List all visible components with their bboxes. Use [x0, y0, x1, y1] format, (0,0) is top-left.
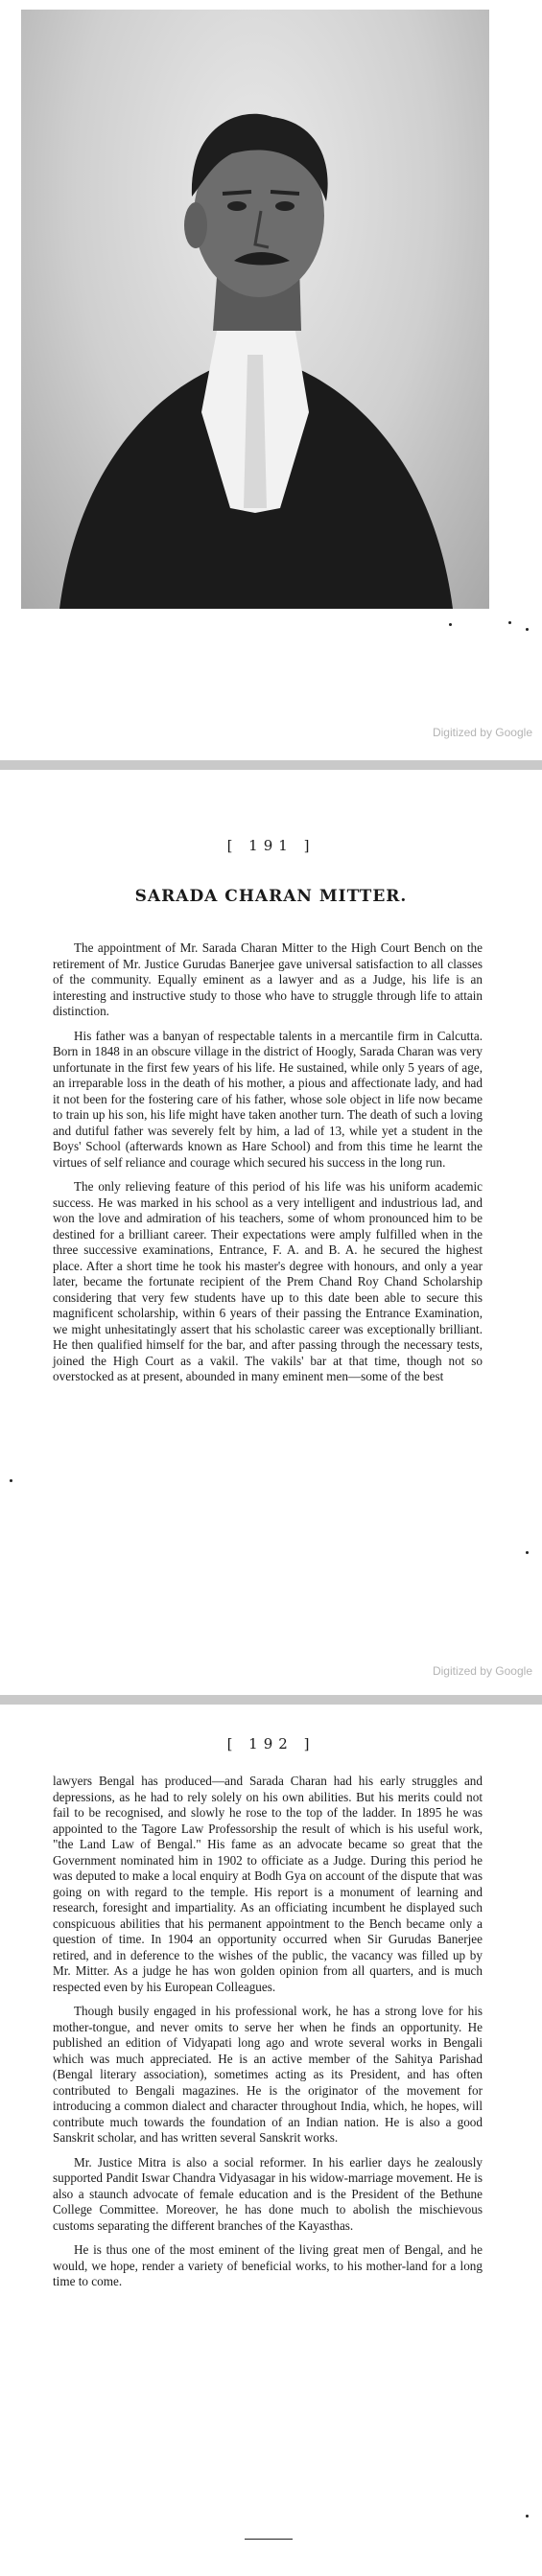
page-divider	[0, 760, 542, 770]
page-title: SARADA CHARAN MITTER.	[134, 887, 408, 906]
body-text	[53, 940, 483, 1394]
paragraph: Though busily engaged in his professional work, he has a strong love for his mother-tongue, and never omits to serve her when he finds an opportunity. He published an edition of Vidyapati long ago and wrote several works in Bengali which was much appreciated. He is an active member of the Sahitya Parishad (Bengal literary association), sometimes acting as its President, and has often contributed to Bengali magazines. He is the originator of the movement for introducing a common dialect and character throughout India, which, he hopes, will contribute much towards the foundation of an Indian nation. He is also a good Sanskrit scholar, and has written several Sanskrit works.	[53, 2004, 483, 2145]
paragraph: The only relieving feature of this period of his life was his uniform academic success. He was marked in his school as a very intelligent and industrious lad, and won the love and admiration of his teachers, some of whom pronounced him to be destined for a brilliant career. Their expectations were amply fulfilled when in the three successive examinations, Entrance, F. A. and B. A. he secured the highest place. After a short time he took his master's degree with honours, and only a year later, became the fortunate recipient of the Prem Chand Roy Chand Scholarship considering that very few students have up to this date been able to secure this magnificent scholarship, within 6 years of their passing the Entrance Examination, we might unhesitatingly assert that his scholastic career was exceptionally brilliant. He then qualified himself for the bar, and after passing through the necessary tests, joined the High Court as a vakil. The vakils' bar at that time, though not so overstocked as at present, abounded in many eminent men—some of the best	[53, 1179, 483, 1383]
paragraph: Mr. Justice Mitra is also a social reformer. In his earlier days he zealously supported Pandit Iswar Chandra Vidyasagar in his widow-marriage movement. He is also a staunch advocate of female education and is the President of the Bethune College Committee. Moreover, he has done much to abolish the mischievous customs separating the different branches of the Kayasthas.	[53, 2154, 483, 2233]
page-divider	[0, 1695, 542, 1705]
paragraph: The appointment of Mr. Sarada Charan Mitter to the High Court Bench on the retirement of Mr. Justice Gurudas Banerjee gave universal satisfaction to all classes of the community. Equally eminent as a lawyer and as a Judge, his life is an interesting and instructive study to those who have to struggle through life to attain distinction.	[53, 940, 483, 1018]
page-number: [ 192 ]	[226, 1735, 316, 1752]
paragraph: He is thus one of the most eminent of the living great men of Bengal, and he would, we hope, render a variety of beneficial works, to his mother-land for a long time to come.	[53, 2242, 483, 2288]
end-rule	[245, 2539, 293, 2540]
page-number: [ 191 ]	[226, 837, 316, 854]
body-text	[53, 1774, 483, 2299]
page-192	[0, 1705, 542, 2576]
digitized-watermark: Digitized by Google	[432, 1664, 532, 1678]
paragraph: His father was a banyan of respectable talents in a mercantile firm in Calcutta. Born in 1848 in an obscure village in the district of Hoogly, Sarada Charan was very unfortunate in the first few years of his life. He sustained, while only 5 years of age, an irreparable loss in the death of his mother, a pious and affectionate lady, and had it not been for the fostering care of his father, whose sole object in life now became to train up his son, his life might have taken another turn. The death of such a loving and dutiful father was severely felt by him, a lad of 13, while yet a student in the Boys' School (afterwards known as Hare School) and from this time he learnt the virtues of self reliance and courage which secured his success in the long run.	[53, 1028, 483, 1170]
digitized-watermark: Digitized by Google	[432, 726, 532, 739]
paragraph: lawyers Bengal has produced—and Sarada Charan had his early struggles and depressions, as he had to rely solely on his own abilities. But his merits could not fail to be recognised, and slowly he rose to the top of the ladder. In 1895 he was appointed to the Tagore Law Professorship the result of which is his useful work, "the Land Law of Bengal." His fame as an advocate became so great that the Government nominated him in 1902 to officiate as a Judge. During this period he was deputed to make a local enquiry at Bodh Gya on account of the dispute that was going on with regard to the temple. His report is a monument of learning and research, foresight and impartiality. As an officiating incumbent he displayed such conspicuous abilities that his permanent appointment to the Bench became only a question of time. In 1904 an opportunity occurred when Sir Gurudas Banerjee retired, and in deference to the wishes of the public, the vacancy was filled up by Mr. Mitter. As a judge he has won golden opinion from all quarters, and is much respected even by his European Colleagues.	[53, 1774, 483, 1994]
page-portrait	[0, 0, 542, 760]
page-191	[0, 770, 542, 1695]
portrait-photograph	[21, 10, 489, 609]
